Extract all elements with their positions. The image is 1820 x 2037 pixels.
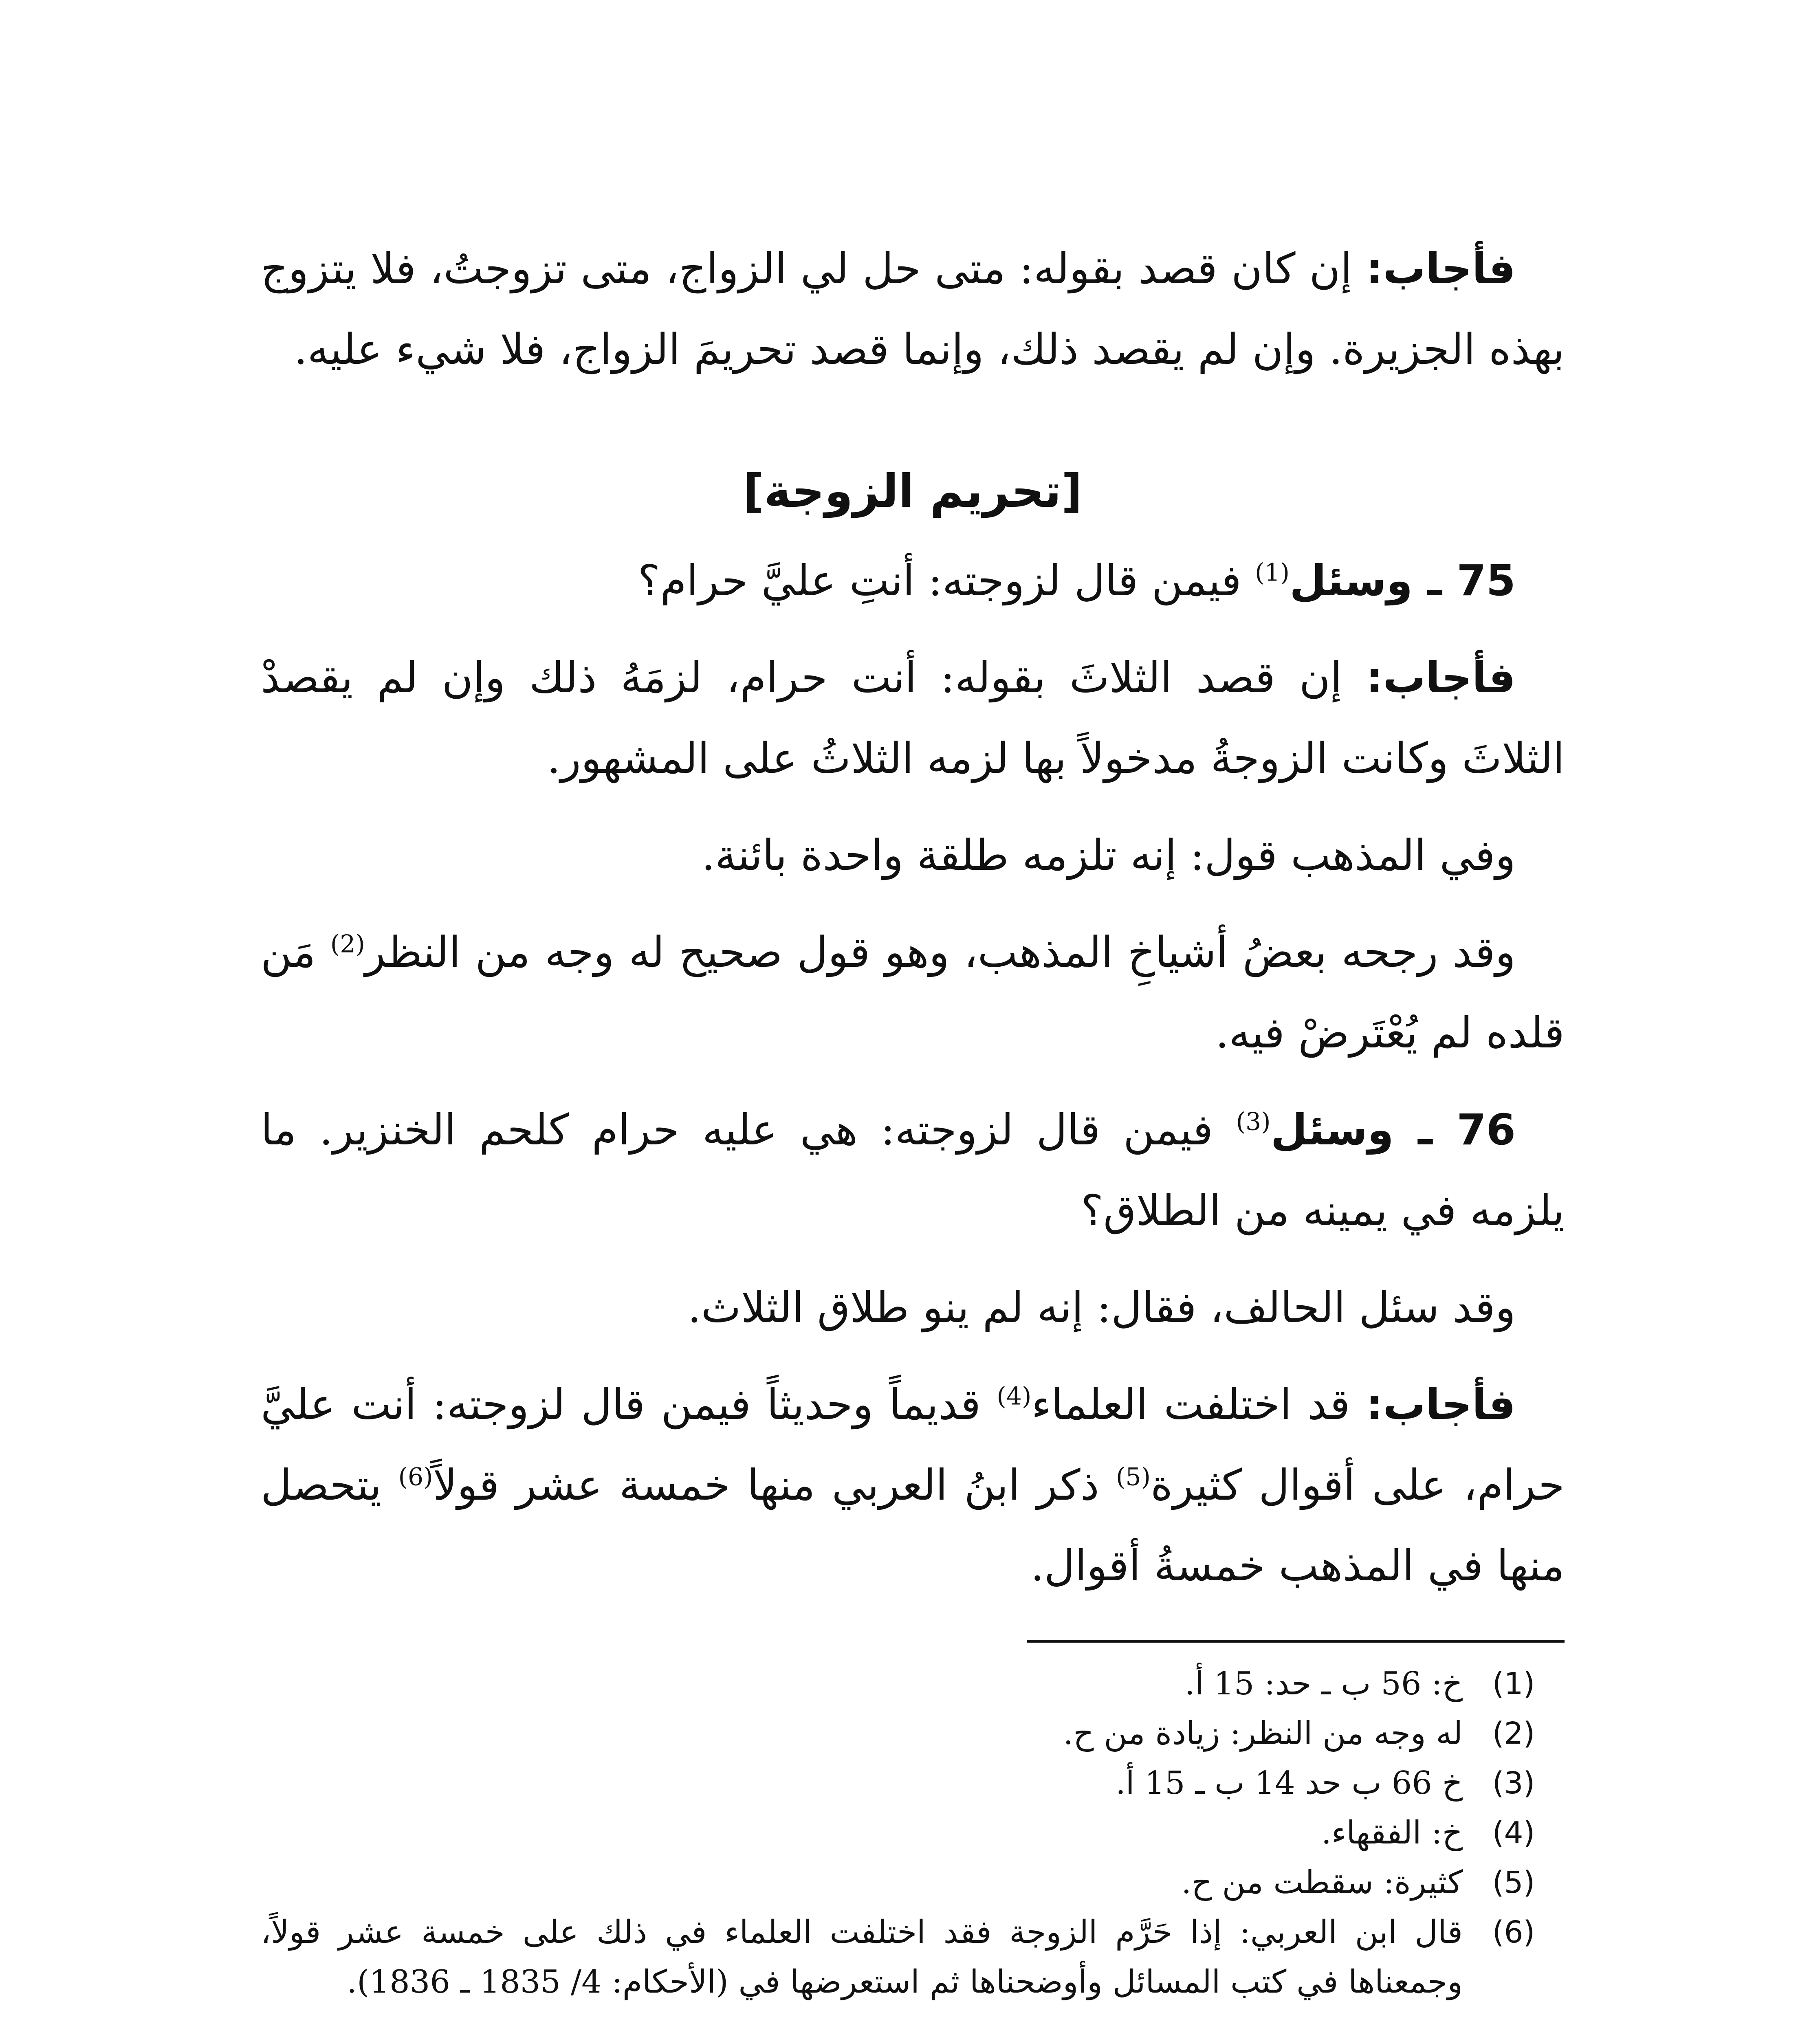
answer-75 [261,637,1565,799]
question-75-text: فيمن قال لزوجته: أنتِ عليَّ حرام؟ [638,556,1255,605]
answer-76-text-3: ذكر ابنُ العربي منها خمسة عشر قولاً [433,1460,1116,1510]
footnote-5 [261,1858,1565,1907]
footnote-ref-6: (6) [398,1463,433,1491]
answer-text: إن كان قصد بقوله: متى حل لي الزواج، متى تزوجتُ، فلا يتزوج بهذه الجزيرة. وإن لم يقصد ذلك، وإنما قصد تحريمَ الزواج، فلا شيء عليه. [261,244,1565,374]
question-76-lead: 76 ـ وسئل [1270,1105,1516,1155]
footnote-text: خ 66 ب حد 14 ب ـ 15 أ. [1116,1765,1463,1802]
answer-76-text-2: قديماً وحديثاً فيمن قال لزوجته: أنت عليَّ حرام، على أقوال كثيرة [261,1379,1565,1510]
footnote-6 [261,1907,1565,2007]
footnote-number: (1) [1492,1666,1535,1701]
sual-paragraph: وقد سئل الحالف، فقال: إنه لم ينو طلاق الثلاث. [687,1282,1516,1332]
footnote-2 [261,1709,1565,1758]
footnote-ref-5: (5) [1116,1463,1151,1491]
footnote-text: له وجه من النظر: زيادة من ح. [1063,1715,1463,1752]
answer-75-text: إن قصد الثلاثَ بقوله: أنت حرام، لزمَهُ ذلك وإن لم يقصدْ الثلاثَ وكانت الزوجةُ مدخولاً بها لزمه الثلاثُ على المشهور. [261,653,1565,783]
answer-75-lead: فأجاب: [1366,653,1516,702]
footnote-4 [261,1808,1565,1858]
footnote-ref-2: (2) [330,930,365,959]
answer-lead: فأجاب: [1366,244,1516,293]
footnote-number: (2) [1492,1716,1535,1751]
question-76-text: فيمن قال لزوجته: هي عليه حرام كلحم الخنزير. ما يلزمه في يمينه من الطلاق؟ [261,1105,1565,1235]
question-76 [261,1089,1565,1251]
answer-76 [261,1364,1565,1606]
rajjah-text-after: مَن قلده لم يُعْتَرضْ فيه. [261,927,1565,1058]
footnote-number: (4) [1492,1815,1535,1850]
section-heading: [تحريم الزوجة] [743,465,1083,518]
footnote-1 [261,1659,1565,1709]
rajjah-text-before: وقد رجحه بعضُ أشياخِ المذهب، وهو قول صحيح له وجه من النظر [365,927,1516,977]
answer-paragraph [261,228,1565,389]
footnote-separator [1027,1640,1565,1643]
footnotes [261,1640,1565,2007]
madhhab-paragraph: وفي المذهب قول: إنه تلزمه طلقة واحدة بائنة. [702,830,1516,880]
footnote-number: (5) [1492,1865,1535,1900]
book-page [261,228,1565,2037]
question-75-lead: 75 ـ وسئل [1290,556,1516,605]
footnote-ref-1: (1) [1255,558,1290,587]
rajjah-paragraph [261,912,1565,1073]
footnote-number: (6) [1492,1915,1535,1950]
footnote-ref-4: (4) [997,1382,1032,1411]
answer-76-text-1: قد اختلفت العلماء [1031,1379,1366,1429]
question-75 [261,540,1565,621]
answer-76-lead: فأجاب: [1366,1379,1516,1429]
footnote-text: خ: 56 ب ـ حد: 15 أ. [1184,1665,1463,1702]
footnote-3 [261,1758,1565,1808]
answer-76-text-4: يتحصل منها في المذهب خمسةُ أقوال. [261,1460,1565,1590]
footnote-text: خ: الفقهاء. [1321,1815,1463,1851]
footnote-ref-3: (3) [1236,1107,1271,1136]
footnote-text: كثيرة: سقطت من ح. [1181,1864,1463,1901]
footnote-text: قال ابن العربي: إذا حَرَّم الزوجة فقد اختلفت العلماء في ذلك على خمسة عشر قولاً، وجمعناها في كتب المسائل وأوضحناها ثم استعرضها في (الأحكام: 4/ 1835 ـ 1836). [261,1914,1463,2000]
footnote-number: (3) [1492,1766,1535,1801]
